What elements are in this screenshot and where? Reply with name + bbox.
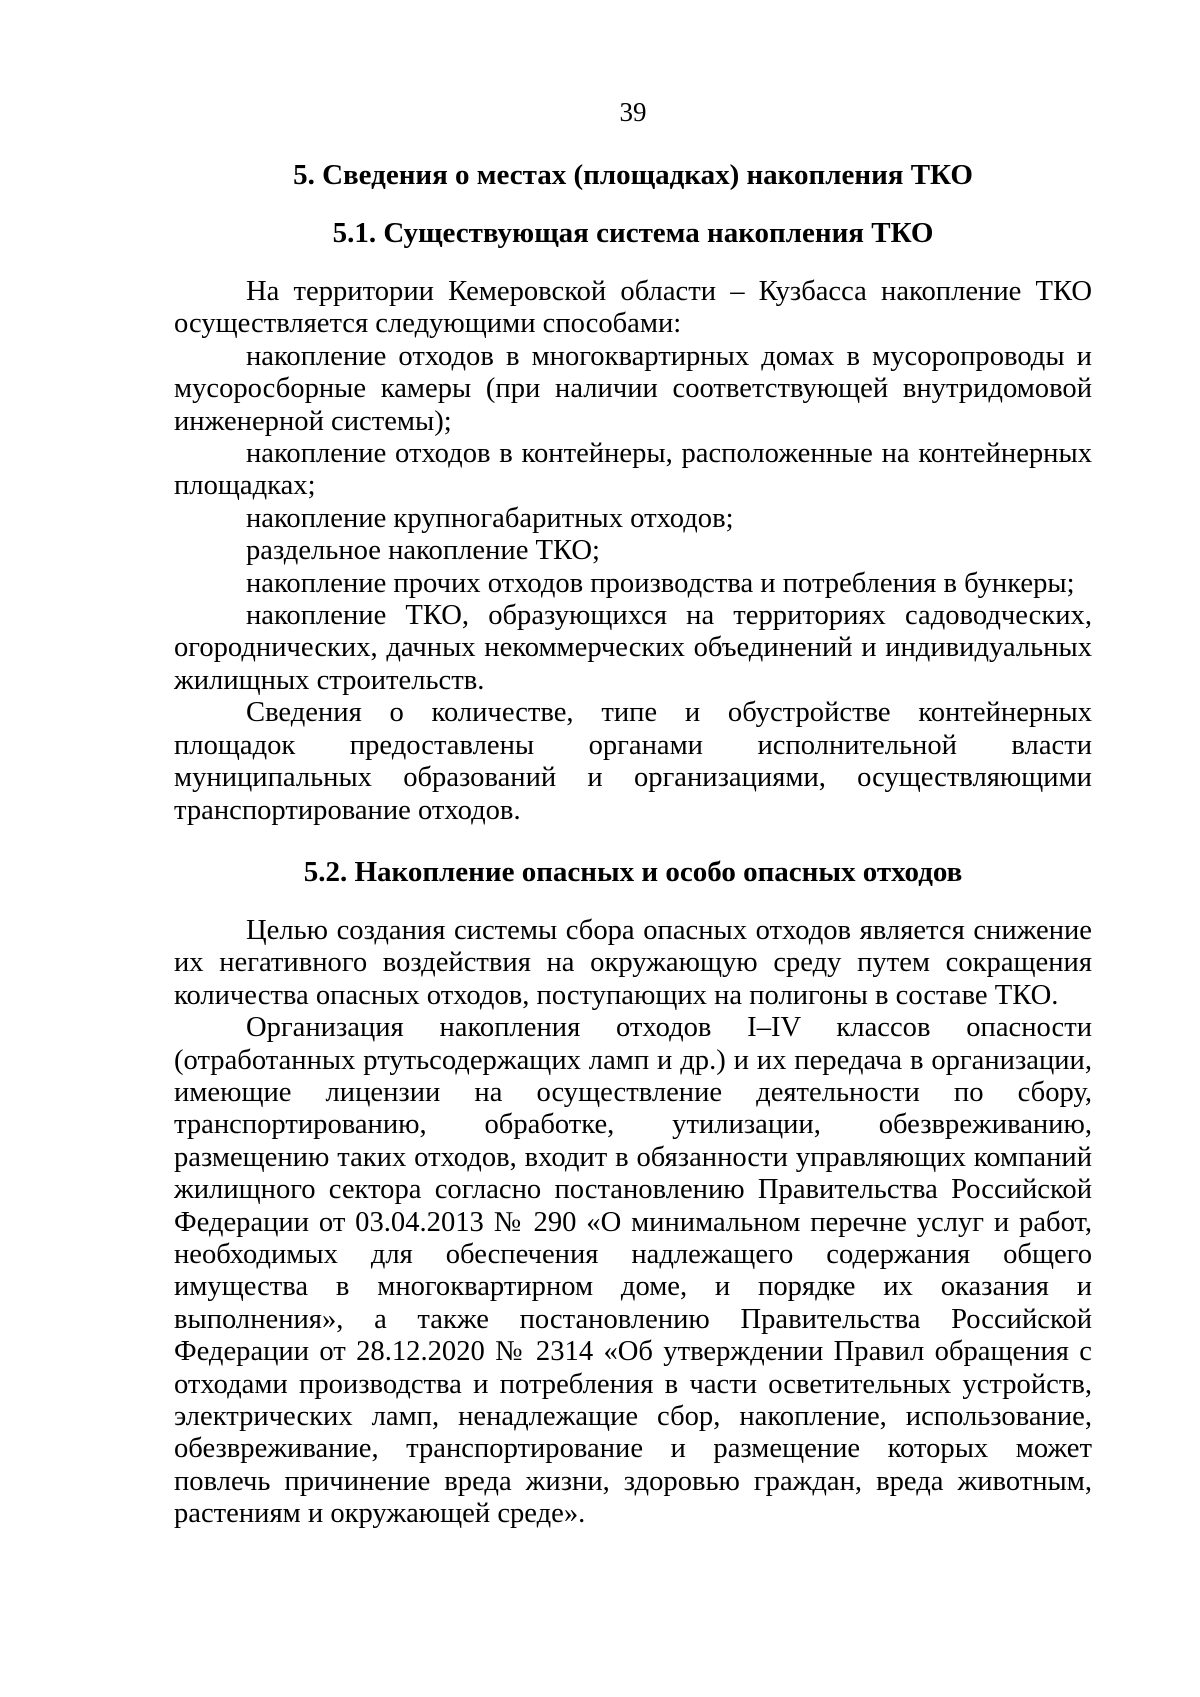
subsection-2-title: 5.2. Накопление опасных и особо опасных отходов — [303, 855, 963, 888]
list-item: накопление ТКО, образующихся на территориях садоводческих, огороднических, дачных некоммерческих объединений и индивидуальных жилищных строительств. — [174, 600, 1092, 696]
paragraph: Сведения о количестве, типе и обустройстве контейнерных площадок предоставлены органами исполнительной власти муниципальных образований и организациями, осуществляющими транспортирование отходов. — [174, 697, 1092, 826]
document-body — [174, 158, 1092, 1531]
list-item: накопление отходов в многоквартирных домах в мусоропроводы и мусоросборные камеры (при наличии соответствующей внутридомовой инженерной системы); — [174, 340, 1092, 437]
list-item: накопление крупногабаритных отходов; — [246, 502, 734, 534]
page-number: 39 — [619, 97, 647, 127]
paragraph: Организация накопления отходов I–IV классов опасности (отработанных ртутьсодержащих ламп и др.) и их передача в организации, имеющие лицензии на осуществление деятельности по сбору, транспортированию, обработке, утилизации, обезвреживанию, размещению таких отходов, входит в обязанности управляющих компаний жилищного сектора согласно постановлению Правительства Российской Федерации от 03.04.2013 № 290 «О минимальном перечне услуг и работ, необходимых для обеспечения надлежащего содержания общего имущества в многоквартирном доме, и порядке их оказания и выполнения», а также постановлению Правительства Российской Федерации от 28.12.2020 № 2314 «Об утверждении Правил обращения с отходами производства и потребления в части осветительных устройств, электрических ламп, ненадлежащие сбор, накопление, использование, обезвреживание, транспортирование и размещение которых может повлечь причинение вреда жизни, здоровью граждан, вреда животным, растениям и окружающей среде». — [174, 1012, 1092, 1530]
section-title: 5. Сведения о местах (площадках) накопления ТКО — [293, 159, 973, 191]
paragraph: На территории Кемеровской области – Кузбасса накопление ТКО осуществляется следующими способами: — [174, 276, 1092, 340]
paragraph: Целью создания системы сбора опасных отходов является снижение их негативного воздействия на окружающую среду путем сокращения количества опасных отходов, поступающих на полигоны в составе ТКО. — [174, 914, 1092, 1011]
list-item: накопление отходов в контейнеры, расположенные на контейнерных площадках; — [174, 438, 1092, 502]
list-item: раздельное накопление ТКО; — [246, 535, 600, 567]
list-item: накопление прочих отходов производства и потребления в бункеры; — [246, 567, 1075, 599]
subsection-1-title: 5.1. Существующая система накопления ТКО — [332, 217, 934, 249]
